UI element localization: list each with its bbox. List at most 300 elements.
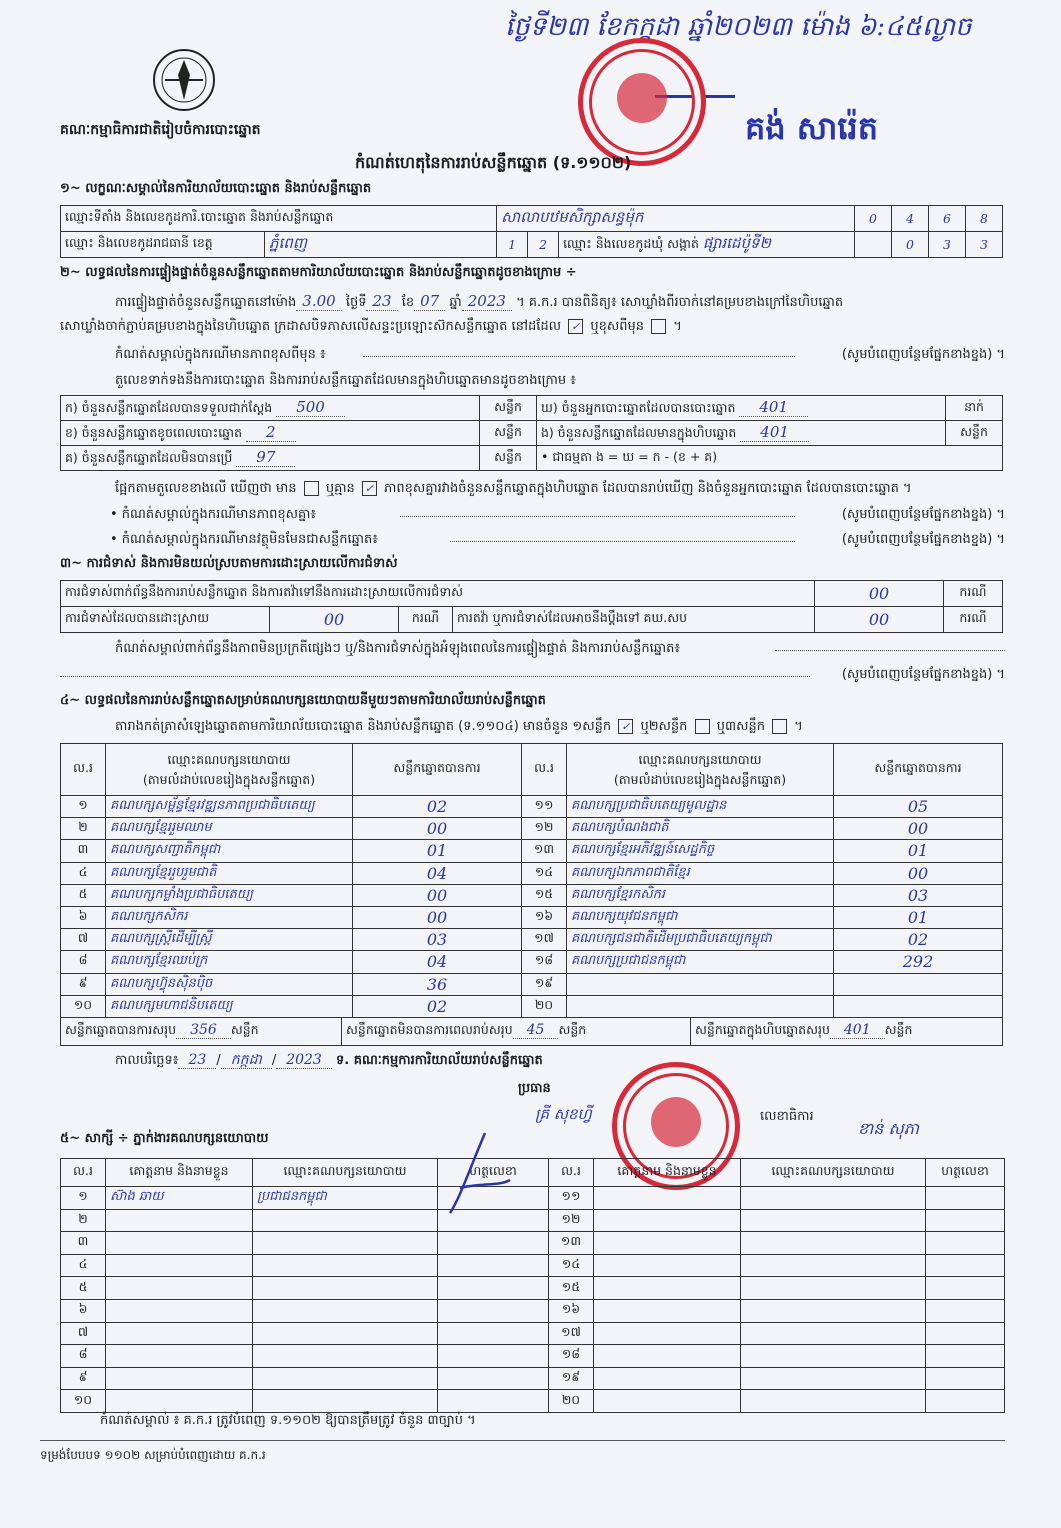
witness-signature-cell[interactable] (926, 1232, 1005, 1255)
party-number: ៨ (61, 951, 106, 973)
total-valid (61, 1018, 342, 1046)
text: (តាមលំដាប់លេខរៀងក្នុងសន្លឹកឆ្នោត) (142, 771, 316, 787)
section3-heading: ៣~ ការជំទាស់ និងការមិនយល់ស្របតាមការដោះស្រាយលើការជំទាស់ (60, 556, 398, 571)
witness-number: ៣ (61, 1232, 106, 1255)
handwritten-date-time: ថ្ងៃទី២៣ ខែកក្កដា ឆ្នាំ២០២៣ ម៉ោង ៦:៤៥ល្ងាច (505, 12, 972, 42)
col-sign: ហត្ថលេខា (438, 1159, 549, 1187)
party-votes: 03 (353, 929, 522, 951)
date-month: កក្កដា (221, 1052, 272, 1069)
party-name (567, 995, 834, 1017)
witness-party (253, 1232, 438, 1255)
witness-name (106, 1232, 253, 1255)
col-party: ឈ្មោះគណបក្សនយោបាយ (253, 1159, 438, 1187)
witness-number: ២០ (549, 1390, 594, 1413)
witness-party (741, 1277, 926, 1300)
verify-time: 3.00 (296, 292, 341, 311)
verify-year: 2023 (462, 292, 512, 311)
text: ឆ្នាំ (449, 295, 462, 310)
unit: សន្លឹក (480, 396, 537, 421)
commune-code-digit: 0 (892, 232, 929, 258)
resolved-label: ការជំទាស់ដែលបានដោះស្រាយ (61, 607, 270, 633)
col-no: ល.រ (522, 744, 567, 796)
witness-name (594, 1209, 741, 1232)
witness-signature-cell[interactable] (438, 1390, 549, 1413)
witness-party (741, 1299, 926, 1322)
dotted-line (363, 356, 795, 357)
bullet-non-ballot (110, 531, 1005, 550)
witness-signature-cell[interactable] (926, 1345, 1005, 1368)
total-invalid-value: 45 (513, 1022, 559, 1039)
witness-number: ៤ (61, 1254, 106, 1277)
text: ឬ២សន្លឹក (640, 719, 688, 734)
witness-party (741, 1232, 926, 1255)
witness-party (253, 1322, 438, 1345)
text: ង) ចំនួនសន្លឹកឆ្នោតដែលមានក្នុងហិបឆ្នោត (541, 424, 737, 440)
text: • កំណត់សម្គាល់ក្នុងករណីមានភាពខុសគ្នា៖ (110, 507, 317, 522)
witness-name (106, 1277, 253, 1300)
witness-table (60, 1158, 1005, 1413)
party-name: គណបក្សជនជាតិដើមប្រជាធិបតេយ្យកម្ពុជា (567, 929, 834, 951)
text: ឬ៣សន្លឹក (716, 719, 765, 734)
witness-party (741, 1390, 926, 1413)
party-votes: 36 (353, 973, 522, 995)
witness-number: ៥ (61, 1277, 106, 1300)
witness-signature-cell[interactable] (438, 1345, 549, 1368)
witness-name (594, 1299, 741, 1322)
has-difference-checkbox[interactable] (304, 481, 319, 496)
polling-code-digit: 0 (855, 206, 892, 232)
col-party: ឈ្មោះគណបក្សនយោបាយ (741, 1159, 926, 1187)
witness-name (594, 1322, 741, 1345)
witness-number: ១៩ (549, 1367, 594, 1390)
party-name: គណបក្សខ្មែរអភិវឌ្ឍន៍សេដ្ឋកិច្ច (567, 840, 834, 862)
witness-row (61, 1390, 1005, 1413)
party-name: គណបក្សខ្មែរកសិករ (567, 884, 834, 906)
unit: សន្លឹក (480, 421, 537, 446)
col-votes: សន្លឹកឆ្នោតបានការ (834, 744, 1003, 796)
resolved-value: 00 (270, 607, 399, 633)
witness-name (106, 1209, 253, 1232)
witness-name (106, 1299, 253, 1322)
party-votes (834, 973, 1003, 995)
province-code-digit: 2 (528, 232, 559, 258)
party-name: គណបក្សកម្លាំងប្រជាធិបតេយ្យ (106, 884, 353, 906)
commune-cell (559, 232, 855, 258)
footer-note: កំណត់សម្គាល់ ៖ គ.ក.រ ត្រូវបំពេញ ទ.១១០២ ឱ្យបានត្រឹមត្រូវ ចំនួន ៣ច្បាប់ ។ (100, 1413, 476, 1428)
witness-row (61, 1254, 1005, 1277)
unit: សន្លឹក (946, 421, 1003, 446)
figure-c (61, 446, 480, 471)
fill-note: (សូមបំពេញបន្ថែមផ្នែកខាងខ្នង) ។ (841, 667, 1005, 682)
witness-number: ៨ (61, 1345, 106, 1368)
figure-c-value: 97 (236, 448, 295, 467)
party-name: គណបក្សមហាជនិបតេយ្យ (106, 995, 353, 1017)
party-votes: 00 (353, 884, 522, 906)
complaints-label: ការជំទាស់ពាក់ព័ន្ធនឹងការរាប់សន្លឹកឆ្នោត និងការតវ៉ាទៅនឹងការដោះស្រាយលើការជំទាស់ (61, 581, 815, 607)
three-sheets-checkbox[interactable] (772, 719, 787, 734)
text: (តាមលំដាប់លេខរៀងក្នុងសន្លឹកឆ្នោត) (613, 771, 787, 787)
witness-name: ស៊ាង ឆាយ (106, 1187, 253, 1210)
party-votes: 05 (834, 796, 1003, 818)
form-title: កំណត់ហេតុនៃការរាប់សន្លឹកឆ្នោត (ទ.១១០២) (355, 153, 632, 172)
handwritten-signer: គង់ សារ៉េត (745, 109, 879, 147)
verification-line2: សោឃ្លាំងចាក់ភ្ជាប់គម្របខាងក្នុងនៃហិបឆ្នោត ក្រដាសបិទភាសលើសន្ទះប្រឡោះស៊កសន្លឹកឆ្នោត នៅដដែល ✓ ឬខុសពីមុន ។ (60, 319, 682, 334)
section2-heading: ២~ លទ្ធផលនៃការផ្ទៀងផ្ទាត់ចំនួនសន្លឹកឆ្នោតតាមការិយាល័យបោះឆ្នោត និងរាប់សន្លឹកឆ្នោតដូចខាងក្រោម ÷ (60, 265, 577, 280)
party-votes: 04 (353, 951, 522, 973)
text: កំណត់សម្គាល់ពាក់ព័ន្ធនឹងភាពមិនប្រក្រតីផ្សេងៗ ឬ/និងការជំទាស់ក្នុងអំឡុងពេលនៃការផ្ទៀងផ្ទាត់ និងការរាប់សន្លឹកឆ្នោត៖ (115, 641, 681, 656)
verify-month: 07 (414, 292, 445, 311)
appeal-label: ការតវ៉ា ឬការជំទាស់ដែលអាចនឹងប្តឹងទៅ គឃ.សប (453, 607, 815, 633)
col-name: គោត្តនាម និងនាមខ្លួន (594, 1159, 741, 1187)
text: ឬគ្មាន (325, 481, 355, 496)
party-votes: 04 (353, 862, 522, 884)
same-checkbox[interactable]: ✓ (568, 319, 583, 334)
witness-party (253, 1209, 438, 1232)
witness-party (741, 1187, 926, 1210)
party-number: ១ (61, 796, 106, 818)
no-difference-checkbox[interactable]: ✓ (362, 481, 377, 496)
text: កាលបរិច្ឆេទ៖ (115, 1053, 179, 1068)
total-valid-value: 356 (176, 1022, 231, 1039)
party-number: ៧ (61, 929, 106, 951)
fill-note: (សូមបំពេញបន្ថែមផ្នែកខាងខ្នង) ។ (841, 507, 1005, 522)
chair-label: ប្រធាន (518, 1081, 551, 1096)
nec-logo (145, 45, 223, 115)
text: ឈ្មោះគណបក្សនយោបាយ (638, 751, 762, 767)
witness-row (61, 1187, 1005, 1210)
results-row (61, 862, 1003, 884)
witness-number: ១៦ (549, 1299, 594, 1322)
results-row (61, 884, 1003, 906)
party-name: គណបក្សស្ត្រីដើម្បីស្ត្រី (106, 929, 353, 951)
fill-note: (សូមបំពេញបន្ថែមផ្នែកខាងខ្នង) ។ (841, 347, 1005, 362)
verification-line1 (115, 292, 1005, 313)
party-votes: 01 (834, 906, 1003, 928)
polling-info-table (60, 205, 1003, 258)
witness-party (741, 1367, 926, 1390)
witness-party (741, 1254, 926, 1277)
text: កំណត់សម្គាល់ក្នុងករណីមានភាពខុសពីមុន ៖ (115, 347, 326, 362)
col-no: ល.រ (549, 1159, 594, 1187)
witness-signature-cell[interactable] (926, 1367, 1005, 1390)
unit: សន្លឹក (558, 1022, 587, 1037)
results-table (60, 743, 1003, 1018)
witness-row (61, 1322, 1005, 1345)
witness-party (253, 1390, 438, 1413)
figure-e-value: 401 (740, 423, 809, 442)
commune-code-digit: 3 (929, 232, 966, 258)
verify-day: 23 (366, 292, 397, 311)
results-row (61, 796, 1003, 818)
fill-note: (សូមបំពេញបន្ថែមផ្នែកខាងខ្នង) ។ (841, 532, 1005, 547)
witness-party (253, 1367, 438, 1390)
unit: នាក់ (946, 396, 1003, 421)
witness-party: ប្រជាជនកម្ពុជា (253, 1187, 438, 1210)
witness-row (61, 1232, 1005, 1255)
witness-name (106, 1254, 253, 1277)
witness-party (741, 1209, 926, 1232)
total-box (691, 1018, 1003, 1046)
figures-table (60, 395, 1003, 471)
different-checkbox[interactable] (651, 319, 666, 334)
unit: សន្លឹក (230, 1022, 259, 1037)
unit: ករណី (944, 581, 1003, 607)
official-stamp (578, 38, 706, 166)
witness-signature-cell[interactable] (438, 1367, 549, 1390)
col-votes: សន្លឹកឆ្នោតបានការ (353, 744, 522, 796)
witness-name (106, 1367, 253, 1390)
tally-sheets-line: តារាងកត់ត្រាសំឡេងឆ្នោតតាមការិយាល័យបោះឆ្នោត និងរាប់សន្លឹកឆ្នោត (ទ.១១០៤) មានចំនួន ១សន្លឹក ✓ ឬ២សន្លឹក ឬ៣សន្លឹក ។ (115, 719, 803, 734)
comparison-line (115, 480, 912, 499)
party-number: ១៤ (522, 862, 567, 884)
commune-value: ផ្សារដេប៉ូទី២ (702, 233, 771, 252)
text: ភាពខុសគ្នារវាងចំនួនសន្លឹកឆ្នោតក្នុងហិបឆ្នោត ដែលបានរាប់ឃើញ និងចំនួនអ្នកបោះឆ្នោត ដែលបានបោះឆ្នោត ។ (384, 481, 912, 496)
formula: • ជាធម្មតា ង = ឃ = ក - (ខ + គ) (537, 446, 1003, 471)
party-name: គណបក្សប្រជាជនកម្ពុជា (567, 951, 834, 973)
party-number: ១០ (61, 995, 106, 1017)
witness-name (106, 1345, 253, 1368)
text: ឃ) ចំនួនអ្នកបោះឆ្នោតដែលបានបោះឆ្នោត (541, 399, 736, 415)
witness-number: ២ (61, 1209, 106, 1232)
figure-d-value: 401 (739, 398, 808, 417)
party-name: គណបក្សខ្មែរឈប់ក្រ (106, 951, 353, 973)
col-no: ល.រ (61, 1159, 106, 1187)
witness-party (741, 1322, 926, 1345)
party-number: ១៥ (522, 884, 567, 906)
party-name: គណបក្សប្រជាធិបតេយ្យមូលដ្ឋាន (567, 796, 834, 818)
party-number: ១៨ (522, 951, 567, 973)
figure-a (61, 396, 480, 421)
party-number: ១១ (522, 796, 567, 818)
text: ទ. គណៈកម្មការការិយាល័យរាប់សន្លឹកឆ្នោត (335, 1053, 543, 1068)
polling-label: ឈ្មោះទីតាំង និងលេខកូដការិ.បោះឆ្នោត និងរាប់សន្លឹកឆ្នោត (61, 206, 497, 232)
witness-number: ១៨ (549, 1345, 594, 1368)
party-votes: 00 (353, 818, 522, 840)
polling-code-digit: 4 (892, 206, 929, 232)
witness-name (594, 1254, 741, 1277)
polling-code-digit: 6 (929, 206, 966, 232)
dotted-line (60, 676, 810, 677)
witness-signature-cell[interactable] (438, 1299, 549, 1322)
text: តារាងកត់ត្រាសំឡេងឆ្នោតតាមការិយាល័យបោះឆ្នោត និងរាប់សន្លឹកឆ្នោត (ទ.១១០៤) មានចំនួន ១សន្លឹក (115, 719, 612, 734)
col-party (106, 744, 353, 796)
witness-signature-cell[interactable] (926, 1187, 1005, 1210)
witness-number: ៦ (61, 1299, 106, 1322)
empty-cell (855, 232, 892, 258)
figure-a-value: 500 (276, 398, 345, 417)
unit: សន្លឹក (884, 1022, 913, 1037)
party-votes: 292 (834, 951, 1003, 973)
complaints-value: 00 (815, 581, 944, 607)
one-sheet-checkbox[interactable]: ✓ (618, 719, 633, 734)
totals-table (60, 1017, 1003, 1046)
date-day: 23 (178, 1052, 216, 1069)
section1-heading: ១~ លក្ខណៈសម្គាល់នៃការិយាល័យបោះឆ្នោត និងរាប់សន្លឹកឆ្នោត (60, 181, 372, 196)
party-number: ៩ (61, 973, 106, 995)
witness-signature-cell[interactable] (926, 1209, 1005, 1232)
text: ខែ (401, 295, 415, 310)
commune-label: ឈ្មោះ និងលេខកូដឃុំ សង្កាត់ (563, 235, 699, 251)
text: ឬខុសពីមុន (590, 319, 644, 334)
bullet-difference (110, 506, 1005, 525)
witness-signature-cell[interactable] (926, 1299, 1005, 1322)
section4-heading: ៤~ លទ្ធផលនៃការរាប់សន្លឹកឆ្នោតសម្រាប់គណបក្សនយោបាយនីមួយៗតាមការិយាល័យរាប់សន្លឹកឆ្នោត (60, 693, 546, 708)
figures-intro: តួលេខទាក់ទងនឹងការបោះឆ្នោត និងការរាប់សន្លឹកឆ្នោតដែលមានក្នុងហិបឆ្នោតមានដូចខាងក្រោម ៖ (115, 373, 576, 388)
party-name: គណបក្សសញ្ជាតិកម្ពុជា (106, 840, 353, 862)
party-number: ៦ (61, 906, 106, 928)
text: សន្លឹកឆ្នោតក្នុងហិបឆ្នោតសរុប (695, 1022, 830, 1037)
party-number: ១៩ (522, 973, 567, 995)
text: ។ គ.ក.រ បានពិនិត្យ៖ សោឃ្លាំងពីរចាក់នៅគម្របខាងក្រៅនៃហិបឆ្នោត (516, 295, 844, 310)
witness-party (253, 1254, 438, 1277)
witness-number: ៧ (61, 1322, 106, 1345)
party-name: គណបក្សឯកភាពជាតិខ្មែរ (567, 862, 834, 884)
party-votes: 01 (353, 840, 522, 862)
witness-row (61, 1345, 1005, 1368)
two-sheets-checkbox[interactable] (695, 719, 710, 734)
party-votes: 00 (834, 862, 1003, 884)
text: គ) ចំនួនសន្លឹកឆ្នោតដែលមិនបានប្រើ (65, 449, 233, 465)
footer-divider (40, 1440, 1005, 1441)
party-name: គណបក្សកសិករ (106, 906, 353, 928)
witness-signature-cell[interactable] (926, 1277, 1005, 1300)
witness-signature-cell[interactable] (438, 1232, 549, 1255)
polling-code-digit: 8 (966, 206, 1003, 232)
witness-party (253, 1299, 438, 1322)
witness-party (253, 1345, 438, 1368)
figure-e (537, 421, 946, 446)
witness-number: ១០ (61, 1390, 106, 1413)
witness-name (106, 1322, 253, 1345)
dotted-line (450, 541, 795, 542)
results-row (61, 906, 1003, 928)
text: ការផ្ទៀងផ្ទាត់ចំនួនសន្លឹកឆ្នោតនៅម៉ោង (115, 295, 297, 310)
party-votes: 00 (353, 906, 522, 928)
results-row (61, 951, 1003, 973)
chair-signature: គ្រី សុខហ្វី (535, 1105, 592, 1123)
party-number: ១៧ (522, 929, 567, 951)
total-invalid (342, 1018, 691, 1046)
party-votes (834, 995, 1003, 1017)
witness-signature-cell[interactable] (438, 1254, 549, 1277)
party-number: ១២ (522, 818, 567, 840)
witness-name (594, 1277, 741, 1300)
party-votes: 01 (834, 840, 1003, 862)
witness-signature-cell[interactable] (926, 1390, 1005, 1413)
polling-value: សាលាបឋមសិក្សាសន្ធម៉ុក (497, 206, 855, 232)
date-line: កាលបរិច្ឆេទ៖ 23 / កក្កដា / 2023 ទ. គណៈកម្មការការិយាល័យរាប់សន្លឹកឆ្នោត (115, 1052, 543, 1068)
witness-signature-cell[interactable] (438, 1277, 549, 1300)
province-code-digit: 1 (497, 232, 528, 258)
text: ថ្ងៃទី (345, 295, 367, 310)
results-row (61, 973, 1003, 995)
secretary-label: លេខាធិការ (760, 1109, 814, 1124)
party-number: ១៣ (522, 840, 567, 862)
witness-signature-cell[interactable] (926, 1322, 1005, 1345)
witness-row (61, 1367, 1005, 1390)
witness-name (594, 1367, 741, 1390)
results-row (61, 840, 1003, 862)
results-row (61, 995, 1003, 1017)
witness-party (253, 1277, 438, 1300)
witness-signature (440, 1128, 520, 1218)
party-name: គណបក្សខ្មែររួបរួមជាតិ (106, 862, 353, 884)
secretary-signature: ខាន់ សុភា (858, 1119, 919, 1138)
party-number: ៤ (61, 862, 106, 884)
witness-number: ១២ (549, 1209, 594, 1232)
figure-b-value: 2 (246, 423, 296, 442)
province-value: ភ្នំពេញ (265, 232, 497, 258)
unit: សន្លឹក (480, 446, 537, 471)
witness-name (594, 1390, 741, 1413)
complaints-table (60, 580, 1003, 633)
witness-name (594, 1232, 741, 1255)
unit: ករណី (399, 607, 453, 633)
witness-row (61, 1277, 1005, 1300)
party-votes: 02 (353, 995, 522, 1017)
section5-heading: ៥~ សាក្សី ÷ ភ្នាក់ងារគណបក្សនយោបាយ (60, 1131, 269, 1146)
unit: ករណី (944, 607, 1003, 633)
party-number: ៣ (61, 840, 106, 862)
total-box-value: 401 (830, 1022, 885, 1039)
figure-b (61, 421, 480, 446)
col-name: គោត្តនាម និងនាមខ្លួន (106, 1159, 253, 1187)
results-row (61, 929, 1003, 951)
text: សោឃ្លាំងចាក់ភ្ជាប់គម្របខាងក្នុងនៃហិបឆ្នោត ក្រដាសបិទភាសលើសន្ទះប្រឡោះស៊កសន្លឹកឆ្នោត នៅដដែល (60, 319, 562, 334)
witness-number: ១ (61, 1187, 106, 1210)
appeal-value: 00 (815, 607, 944, 633)
witness-signature-cell[interactable] (438, 1322, 549, 1345)
party-votes: 00 (834, 818, 1003, 840)
dotted-line (400, 516, 795, 517)
text: សន្លឹកឆ្នោតបានការសរុប (65, 1022, 177, 1037)
col-party (567, 744, 834, 796)
party-name: គណបក្សបំណងជាតិ (567, 818, 834, 840)
party-name: គណបក្សយុវជនកម្ពុជា (567, 906, 834, 928)
witness-name (594, 1345, 741, 1368)
witness-signature-cell[interactable] (926, 1254, 1005, 1277)
witness-party (741, 1345, 926, 1368)
party-number: ៥ (61, 884, 106, 906)
col-no: ល.រ (61, 744, 106, 796)
party-votes: 03 (834, 884, 1003, 906)
party-name: គណបក្សសម្ព័ន្ធខ្មែរវឌ្ឍនភាពប្រជាធិបតេយ្យ (106, 796, 353, 818)
witness-name (106, 1390, 253, 1413)
witness-row (61, 1209, 1005, 1232)
text: ឈ្មោះគណបក្សនយោបាយ (167, 751, 291, 767)
witness-number: ១១ (549, 1187, 594, 1210)
witness-number: ៩ (61, 1367, 106, 1390)
witness-number: ១៧ (549, 1322, 594, 1345)
witness-number: ១៣ (549, 1232, 594, 1255)
party-votes: 02 (834, 929, 1003, 951)
dotted-line (775, 650, 1005, 651)
witness-number: ១៥ (549, 1277, 594, 1300)
witness-number: ១៤ (549, 1254, 594, 1277)
col-sign: ហត្ថលេខា (926, 1159, 1005, 1187)
results-row (61, 818, 1003, 840)
witness-row (61, 1299, 1005, 1322)
witness-name (594, 1187, 741, 1210)
committee-name: គណៈកម្មាធិការជាតិរៀបចំការបោះឆ្នោត (60, 122, 261, 138)
commune-code-digit: 3 (966, 232, 1003, 258)
figure-d (537, 396, 946, 421)
province-label: ឈ្មោះ និងលេខកូដរាជធានី ខេត្ត (61, 232, 265, 258)
irregularity-note (115, 640, 1005, 659)
party-number: ២ (61, 818, 106, 840)
text: ខ) ចំនួនសន្លឹកឆ្នោតខូចពេលបោះឆ្នោត (65, 424, 243, 440)
party-name: គណបក្សហ៊្វុនស៊ិនប៉ិច (106, 973, 353, 995)
